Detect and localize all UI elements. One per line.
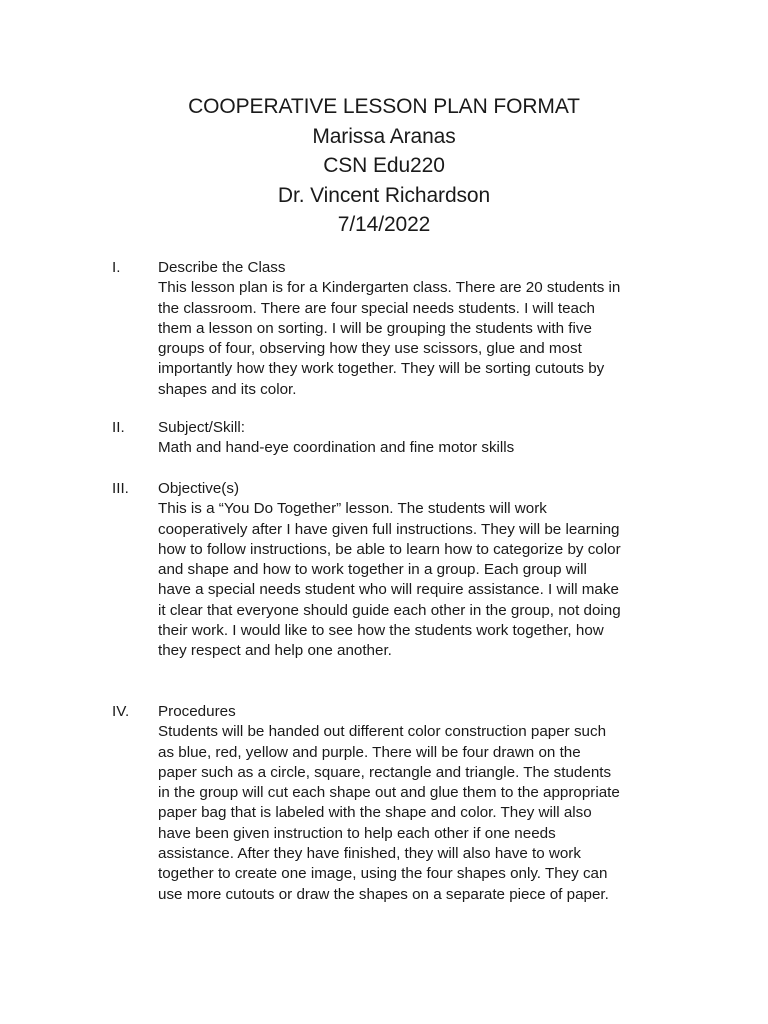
paragraph-line: in the group will cut each shape out and glue them to the appropriate: [158, 784, 620, 802]
paragraph-line: use more cutouts or draw the shapes on a separate piece of paper.: [158, 885, 609, 903]
paragraph-line: the classroom. There are four special needs students. I will teach: [158, 299, 596, 317]
paragraph-line: Math and hand-eye coordination and fine motor skills: [158, 439, 515, 457]
paragraph-line: This is a “You Do Together” lesson. The students will work: [158, 500, 547, 518]
paragraph-line: together to create one image, using the four shapes only. They can: [158, 865, 608, 883]
document-title: COOPERATIVE LESSON PLAN FORMAT: [188, 95, 580, 118]
paragraph-line: paper such as a circle, square, rectangle and triangle. The students: [158, 763, 612, 781]
section-heading: Objective(s): [158, 480, 240, 497]
section-content: [158, 479, 698, 662]
section-content: [158, 418, 698, 459]
section-numeral: III.: [112, 480, 129, 497]
paragraph-line: and shape and how to work together in a group. Each group will: [158, 561, 587, 579]
section-heading: Procedures: [158, 703, 236, 720]
author-name: Marissa Aranas: [312, 124, 456, 148]
section-content: [158, 702, 698, 905]
section-numeral: I.: [112, 259, 121, 276]
paragraph-line: paper bag that is labeled with the shape and color. They will also: [158, 804, 592, 822]
paragraph-line: cooperatively after I have given full instructions. They will be learning: [158, 520, 620, 538]
paragraph-line: it clear that everyone should guide each other in the group, not doing: [158, 601, 621, 619]
paragraph-line: shapes and its color.: [158, 380, 297, 398]
paragraph-line: groups of four, observing how they use scissors, glue and most: [158, 340, 582, 358]
paragraph-line: Students will be handed out different color construction paper such: [158, 723, 607, 741]
section-content: [158, 258, 698, 400]
paragraph-line: have been given instruction to help each other if one needs: [158, 824, 556, 842]
paragraph-line: how to follow instructions, be able to learn how to categorize by color: [158, 540, 621, 558]
paragraph-line: as blue, red, yellow and purple. There will be four drawn on the: [158, 743, 581, 761]
section-heading: Subject/Skill:: [158, 419, 245, 436]
paragraph-line: importantly how they work together. They will be sorting cutouts by: [158, 360, 605, 378]
paragraph-line: they respect and help one another.: [158, 642, 392, 660]
paragraph-line: This lesson plan is for a Kindergarten class. There are 20 students in: [158, 279, 621, 297]
section-numeral: IV.: [112, 703, 130, 720]
instructor-name: Dr. Vincent Richardson: [277, 183, 491, 207]
section-heading: Describe the Class: [158, 259, 286, 276]
paragraph-line: have a special needs student who will require assistance. I will make: [158, 581, 619, 599]
paragraph-line: their work. I would like to see how the students work together, how: [158, 622, 604, 640]
paragraph-line: assistance. After they have finished, they will also have to work: [158, 845, 581, 863]
course-code: CSN Edu220: [323, 154, 445, 177]
document-date: 7/14/2022: [337, 213, 431, 236]
document-header: [0, 92, 768, 240]
section-numeral: II.: [112, 419, 125, 436]
paragraph-line: them a lesson on sorting. I will be grouping the students with five: [158, 319, 592, 337]
